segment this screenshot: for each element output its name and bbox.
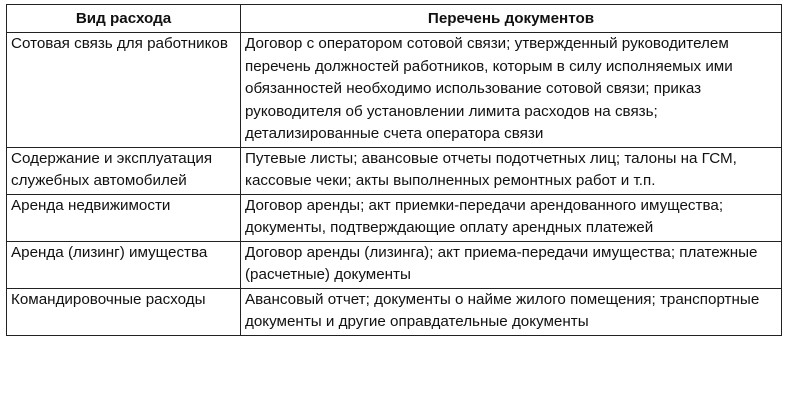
expense-type-cell: Аренда (лизинг) имущества: [7, 241, 241, 288]
header-documents: Перечень документов: [241, 5, 782, 33]
table-body: [7, 33, 782, 336]
table-header: [7, 5, 782, 33]
documents-cell: Договор с оператором сотовой связи; утвержденный руководителем перечень должностей работников, которым в силу исполняемых ими обязанностей необходимо использование сотовой связи; приказ руководителя об установлении лимита расходов на связь; детализированные счета оператора связи: [241, 33, 782, 148]
table-row: [7, 241, 782, 288]
documents-cell: Договор аренды (лизинга); акт приема-передачи имущества; платежные (расчетные) документы: [241, 241, 782, 288]
documents-cell: Договор аренды; акт приемки-передачи арендованного имущества; документы, подтверждающие оплату арендных платежей: [241, 194, 782, 241]
table-row: [7, 33, 782, 148]
expense-type-cell: Содержание и эксплуатация служебных автомобилей: [7, 147, 241, 194]
header-expense-type: Вид расхода: [7, 5, 241, 33]
expense-documents-table: [6, 4, 782, 336]
documents-cell: Авансовый отчет; документы о найме жилого помещения; транспортные документы и другие оправдательные документы: [241, 288, 782, 335]
expense-type-cell: Сотовая связь для работников: [7, 33, 241, 148]
table-row: [7, 194, 782, 241]
expense-type-cell: Аренда недвижимости: [7, 194, 241, 241]
documents-cell: Путевые листы; авансовые отчеты подотчетных лиц; талоны на ГСМ, кассовые чеки; акты выполненных ремонтных работ и т.п.: [241, 147, 782, 194]
header-row: [7, 5, 782, 33]
table-row: [7, 288, 782, 335]
expense-type-cell: Командировочные расходы: [7, 288, 241, 335]
table-row: [7, 147, 782, 194]
